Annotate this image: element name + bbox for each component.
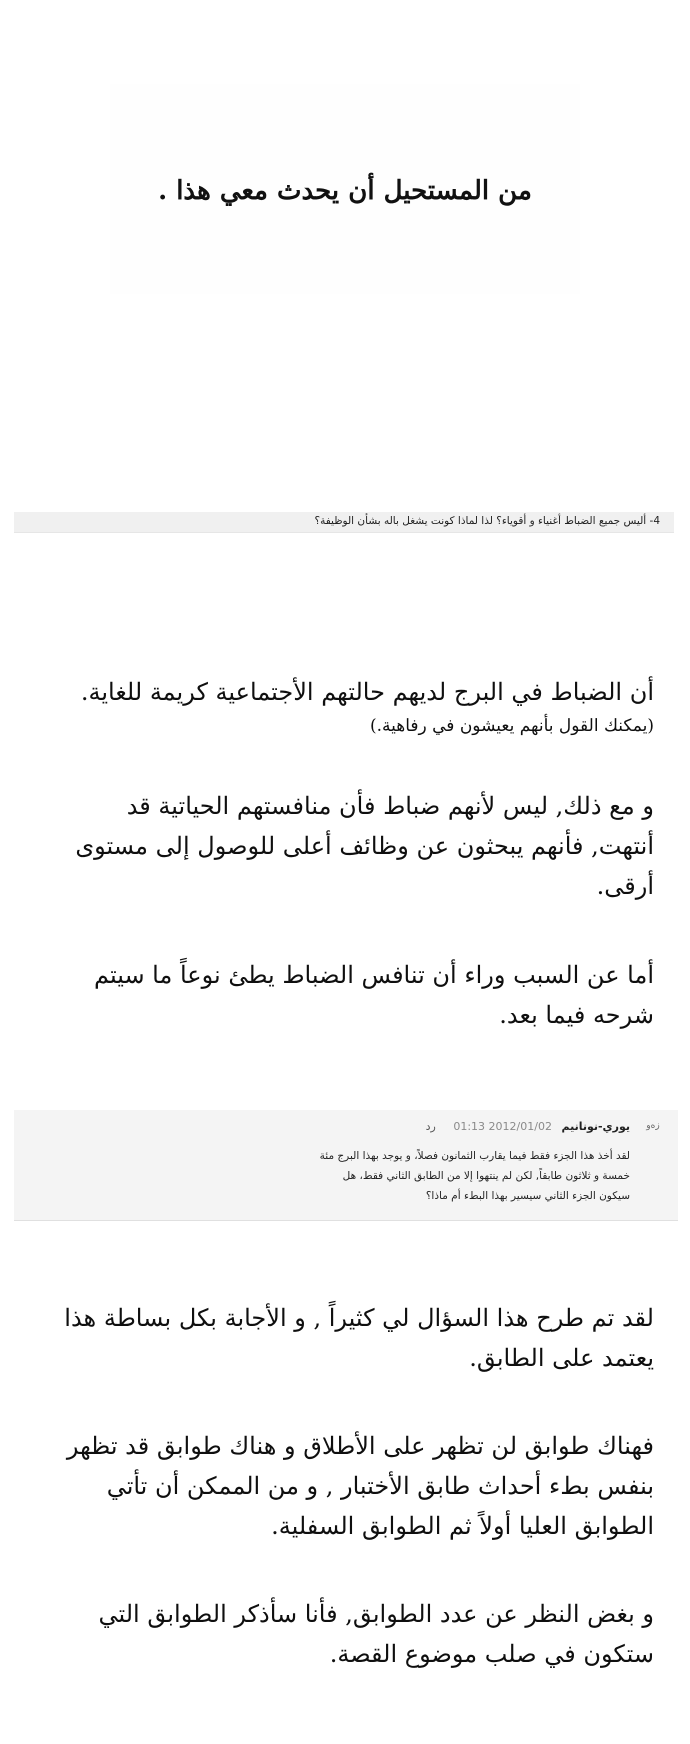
comment-reply-link[interactable]: رد [425, 1120, 436, 1133]
question-bar [14, 512, 674, 533]
comic-panel-top [110, 84, 580, 294]
answer-2-paragraph-2: فهناك طوابق لن تظهر على الأطلاق و هناك طوابق قد تظهر بنفس بطء أحداث طابق الأختبار , و من الممكن أن تأتي الطوابق العليا أولاً ثم الطوابق السفلية. [66, 1432, 654, 1540]
answer-block-2 [64, 786, 654, 906]
comment-user[interactable]: يوري-نونانيم [561, 1120, 630, 1133]
comment-date: 2012/01/02 01:13 [453, 1120, 552, 1133]
answer-block-3 [64, 955, 654, 1035]
answer-1-paragraph-3: أما عن السبب وراء أن تنافس الضباط يطئ نوعاً ما سيتم شرحه فيما بعد. [93, 961, 654, 1029]
answer-block-4 [64, 1298, 654, 1378]
answer-block-1 [64, 672, 654, 740]
answer-1-paragraph-2: و مع ذلك, ليس لأنهم ضباط فأن منافستهم الحياتية قد أنتهت, فأنهم يبحثون عن وظائف أعلى للوصول إلى مستوى أرقى. [75, 792, 654, 900]
answer-1-line-1: أن الضباط في البرج لديهم حالتهم الأجتماعية كريمة للغاية. [80, 678, 654, 706]
answer-block-6 [64, 1594, 654, 1674]
answer-block-5 [64, 1426, 654, 1546]
question-text: 4- أليس جميع الضباط أغنياء و أقوياء؟ لذا لماذا كونت يشغل باله بشأن الوظيفة؟ [314, 515, 660, 527]
answer-1-line-2: (يمكنك القول بأنهم يعيشون في رفاهية.) [369, 716, 654, 736]
comment-box [14, 1110, 678, 1221]
answer-2-paragraph-3: و بغض النظر عن عدد الطوابق, فأنا سأذكر الطوابق التي ستكون في صلب موضوع القصة. [98, 1600, 654, 1668]
comment-header [426, 1120, 630, 1133]
answer-2-paragraph-1: لقد تم طرح هذا السؤال لي كثيراً , و الأجابة بكل بساطة هذا يعتمد على الطابق. [64, 1304, 654, 1372]
comment-body: لقد أخذ هذا الجزء فقط فيما يقارب الثمانون فصلاً، و يوجد بهذا البرج مئة خمسة و ثلاثون طابقاً, لكن لم ينتهوا إلا من الطابق الثاني فقط، هل سيكون الجزء الثاني سيسير بهذا البطء أم ماذا؟ [319, 1150, 630, 1202]
comment-avatar: ﺯﻩﻭ [646, 1121, 660, 1131]
panel-headline: من المستحيل أن يحدث معي هذا . [158, 176, 532, 206]
